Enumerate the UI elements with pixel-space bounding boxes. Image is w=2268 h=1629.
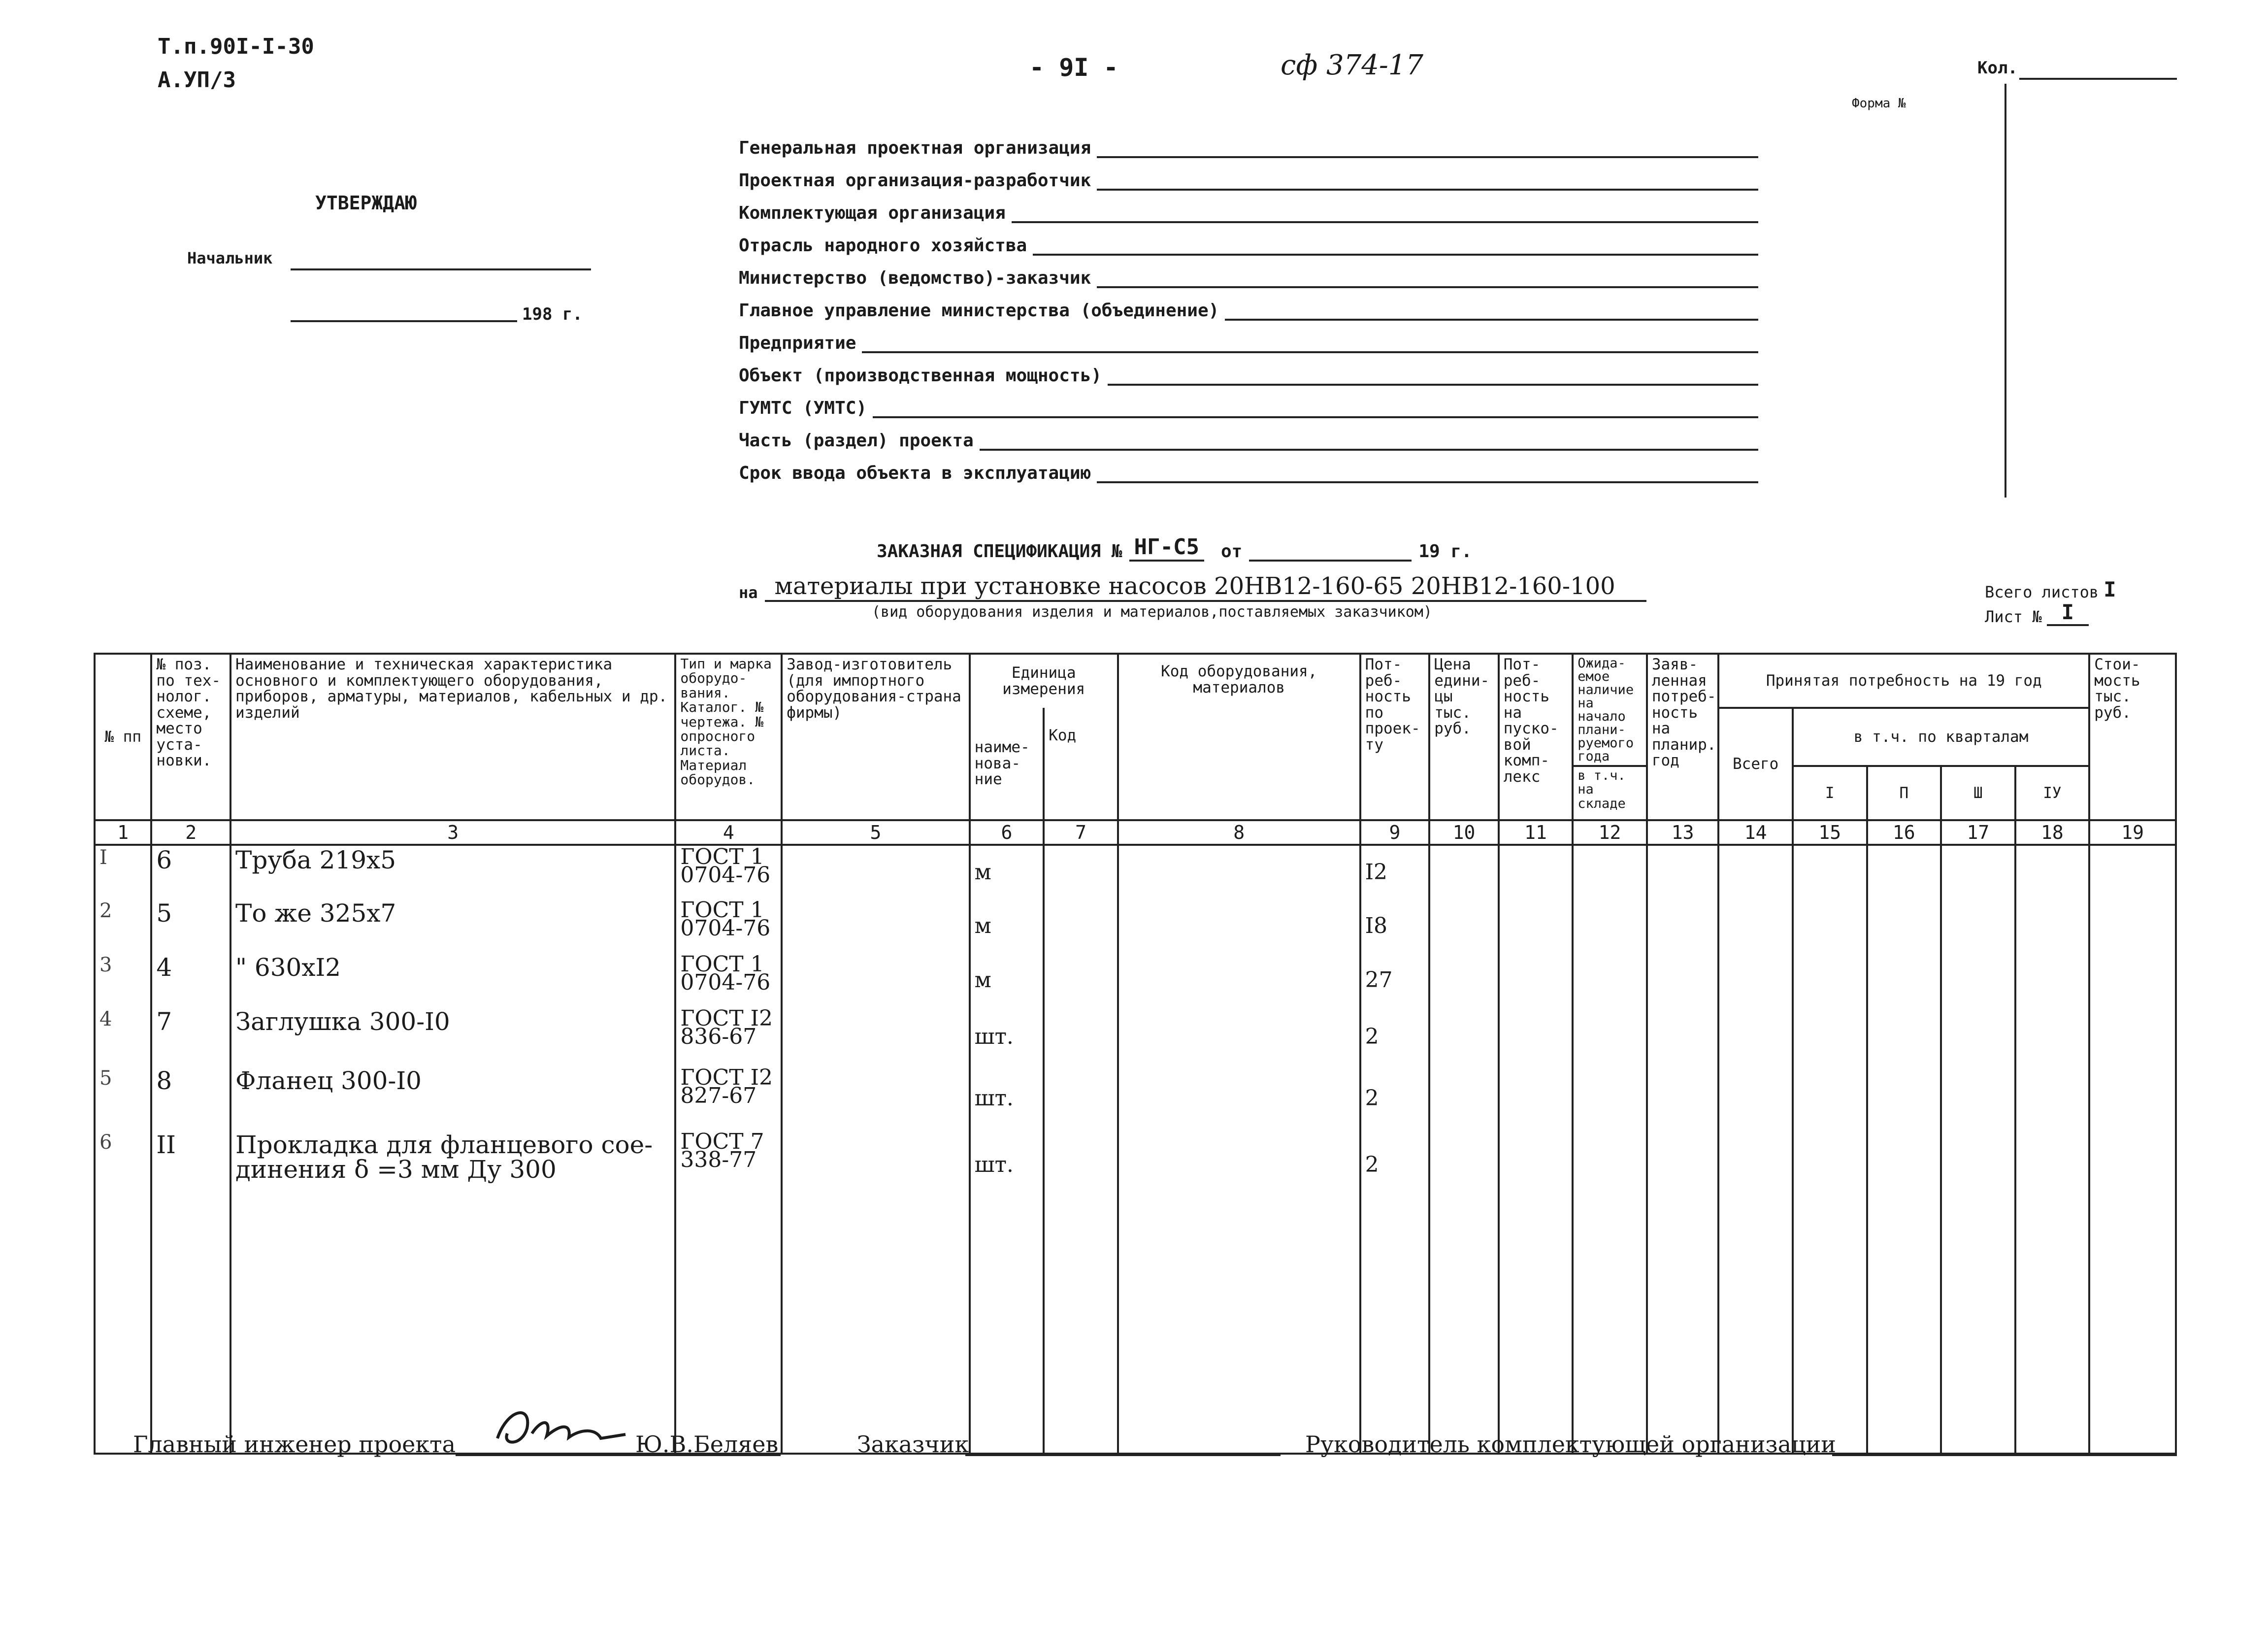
col-header-7: Код <box>1044 708 1118 820</box>
signature-mark <box>488 1399 635 1458</box>
row-position: II <box>151 1130 230 1199</box>
row-total <box>1718 953 1793 1007</box>
row-manufacturer <box>782 1066 969 1130</box>
row-position: 8 <box>151 1066 230 1130</box>
col-header-9: Потребность по проекту <box>1360 654 1430 820</box>
row-q1 <box>1793 1066 1867 1130</box>
row-total <box>1718 1130 1793 1199</box>
top-right-sublabel: Форма № <box>1852 96 1906 111</box>
row-price <box>1429 845 1499 899</box>
row-q2 <box>1867 1066 1941 1130</box>
col-header-q2: П <box>1867 766 1941 820</box>
column-number: 15 <box>1793 820 1867 845</box>
column-number: 5 <box>782 820 969 845</box>
sheet-label: Лист № <box>1985 607 2042 626</box>
col-header-q1: I <box>1793 766 1867 820</box>
row-price <box>1429 899 1499 953</box>
spec-table-wrap <box>94 653 2177 1436</box>
row-q4 <box>2015 899 2090 953</box>
empty-cell <box>1718 1199 1793 1454</box>
row-cost <box>2089 899 2176 953</box>
row-q4 <box>2015 953 2090 1007</box>
row-equipment-code <box>1118 1066 1360 1130</box>
row-need: 2 <box>1360 1130 1430 1199</box>
row-q3 <box>1941 1007 2015 1066</box>
row-total <box>1718 1066 1793 1130</box>
row-number: 3 <box>95 953 151 1007</box>
column-number: 19 <box>2089 820 2176 845</box>
empty-cell <box>1573 1199 1647 1454</box>
row-cost <box>2089 953 2176 1007</box>
row-q2 <box>1867 953 1941 1007</box>
column-number: 7 <box>1044 820 1118 845</box>
org-field <box>739 170 1758 191</box>
spec-date-line[interactable] <box>1249 542 1412 562</box>
table-row <box>95 845 2176 899</box>
row-q4 <box>2015 845 2090 899</box>
col-header-3: Наименование и техническая характеристика основного и комплектующего оборудования, приборов, арматуры, материалов, кабельных и др. изделий <box>230 654 675 820</box>
approval-date-line <box>291 320 517 322</box>
org-field-label: Генеральная проектная организация <box>739 138 1091 158</box>
row-cost <box>2089 1130 2176 1199</box>
top-right-vline <box>2005 84 2006 498</box>
row-requested <box>1647 1130 1719 1199</box>
row-q2 <box>1867 899 1941 953</box>
col-header-q4: IУ <box>2015 766 2090 820</box>
column-number: 1 <box>95 820 151 845</box>
col-header-6: наименование <box>970 708 1044 820</box>
org-field-label: Главное управление министерства (объединение) <box>739 300 1219 321</box>
row-name: Фланец 300-I0 <box>230 1066 675 1130</box>
spec-table <box>94 653 2177 1455</box>
row-q3 <box>1941 845 2015 899</box>
row-need: I8 <box>1360 899 1430 953</box>
row-total <box>1718 1007 1793 1066</box>
footer-customer-line[interactable] <box>965 1454 1281 1456</box>
row-equipment-code <box>1118 1130 1360 1199</box>
spec-title-row <box>877 534 1472 562</box>
empty-cell <box>1044 1199 1118 1454</box>
org-field-label: Срок ввода объекта в эксплуатацию <box>739 463 1091 483</box>
spec-subject-note: (вид оборудования изделия и материалов,поставляемых заказчиком) <box>872 603 1432 621</box>
col-header-unit-group: Единица измерения <box>970 654 1118 708</box>
org-field <box>739 138 1758 158</box>
row-unit-code <box>1044 1130 1118 1199</box>
row-unit: м <box>970 899 1044 953</box>
row-q4 <box>2015 1130 2090 1199</box>
row-q3 <box>1941 1130 2015 1199</box>
doc-code-2: А.УП/3 <box>158 67 236 93</box>
row-q1 <box>1793 845 1867 899</box>
row-expected <box>1573 1007 1647 1066</box>
row-expected <box>1573 899 1647 953</box>
row-standard: ГОСТ 10704-76 <box>675 845 782 899</box>
footer-chief-name: Ю.В.Беляев <box>635 1431 779 1458</box>
row-equipment-code <box>1118 845 1360 899</box>
col-header-5: Завод-изготовитель (для импортного оборудования-страна фирмы) <box>782 654 969 820</box>
org-field-line[interactable] <box>1097 138 1758 158</box>
row-launch <box>1499 899 1573 953</box>
approval-head-line <box>291 268 591 270</box>
empty-cell <box>1429 1199 1499 1454</box>
sheet-number <box>1985 600 2089 626</box>
col-header-14: Всего <box>1718 708 1793 820</box>
column-number: 11 <box>1499 820 1573 845</box>
row-requested <box>1647 1007 1719 1066</box>
org-field-label: Комплектующая организация <box>739 203 1006 223</box>
org-field-label: Проектная организация-разработчик <box>739 170 1091 191</box>
empty-cell <box>1941 1199 2015 1454</box>
row-equipment-code <box>1118 899 1360 953</box>
empty-cell <box>782 1199 969 1454</box>
spec-year: 19 г. <box>1418 541 1472 562</box>
col-header-11: Потребность на пусковой комплекс <box>1499 654 1573 820</box>
row-unit: шт. <box>970 1066 1044 1130</box>
row-launch <box>1499 1007 1573 1066</box>
empty-cell <box>1499 1199 1573 1454</box>
row-manufacturer <box>782 1007 969 1066</box>
row-q2 <box>1867 845 1941 899</box>
column-number: 9 <box>1360 820 1430 845</box>
footer-customer-label: Заказчик <box>857 1431 969 1458</box>
row-expected <box>1573 953 1647 1007</box>
org-field-line[interactable] <box>1225 301 1758 321</box>
table-row <box>95 1130 2176 1199</box>
row-standard: ГОСТ 10704-76 <box>675 953 782 1007</box>
org-field-line[interactable] <box>862 333 1758 353</box>
row-name: Труба 219х5 <box>230 845 675 899</box>
col-header-1: № пп <box>95 654 151 820</box>
row-unit: шт. <box>970 1130 1044 1199</box>
column-number: 4 <box>675 820 782 845</box>
doc-code: Т.п.90I-I-30 <box>158 34 314 59</box>
empty-cell <box>2015 1199 2090 1454</box>
org-field-label: Предприятие <box>739 333 856 353</box>
row-number: 6 <box>95 1130 151 1199</box>
column-number: 13 <box>1647 820 1719 845</box>
row-standard: ГОСТ I2827-67 <box>675 1066 782 1130</box>
col-header-accepted-group: Принятая потребность на 19 год <box>1718 654 2089 708</box>
table-row <box>95 953 2176 1007</box>
col-header-10: Цена единицы тыс. руб. <box>1429 654 1499 820</box>
org-field <box>739 398 1758 418</box>
footer-head-org-line[interactable] <box>1832 1454 2177 1456</box>
footer-chief-label: Главный инженер проекта <box>133 1431 456 1458</box>
row-equipment-code <box>1118 953 1360 1007</box>
row-standard: ГОСТ I2836-67 <box>675 1007 782 1066</box>
org-field <box>739 203 1758 223</box>
org-field <box>739 431 1758 451</box>
org-field-label: Министерство (ведомство)-заказчик <box>739 268 1091 288</box>
col-header-12b: в т.ч. на складе <box>1573 766 1647 820</box>
org-field-line[interactable] <box>1033 236 1758 256</box>
row-total <box>1718 899 1793 953</box>
row-need: I2 <box>1360 845 1430 899</box>
row-q3 <box>1941 953 2015 1007</box>
row-manufacturer <box>782 953 969 1007</box>
row-unit-code <box>1044 1007 1118 1066</box>
col-header-q3: Ш <box>1941 766 2015 820</box>
row-position: 4 <box>151 953 230 1007</box>
row-name: " 630хI2 <box>230 953 675 1007</box>
empty-cell <box>675 1199 782 1454</box>
spec-title: ЗАКАЗНАЯ СПЕЦИФИКАЦИЯ № <box>877 541 1122 562</box>
table-row <box>95 1007 2176 1066</box>
row-unit-code <box>1044 845 1118 899</box>
row-cost <box>2089 1066 2176 1130</box>
row-number: 5 <box>95 1066 151 1130</box>
table-row <box>95 1066 2176 1130</box>
org-field-line[interactable] <box>1097 268 1758 288</box>
footer-head-org-label: Руководитель комплектующей организации <box>1305 1431 1836 1458</box>
spec-na-label: на <box>739 583 758 602</box>
col-header-2: № поз. по технолог. схеме, место установки. <box>151 654 230 820</box>
row-unit-code <box>1044 899 1118 953</box>
row-position: 7 <box>151 1007 230 1066</box>
column-number: 12 <box>1573 820 1647 845</box>
table-row <box>95 899 2176 953</box>
col-header-13: Заявленная потребность на планир. год <box>1647 654 1719 820</box>
org-field <box>739 268 1758 288</box>
table-filler-row <box>95 1199 2176 1454</box>
empty-cell <box>2089 1199 2176 1454</box>
row-unit: м <box>970 845 1044 899</box>
total-sheets-value: I <box>2104 577 2116 601</box>
row-equipment-code <box>1118 1007 1360 1066</box>
row-number: 4 <box>95 1007 151 1066</box>
org-field-line[interactable] <box>980 431 1758 451</box>
row-requested <box>1647 953 1719 1007</box>
empty-cell <box>1647 1199 1719 1454</box>
spec-subject-row <box>739 572 1646 602</box>
row-requested <box>1647 899 1719 953</box>
page-number: - 9I - <box>1029 53 1118 82</box>
row-q3 <box>1941 1066 2015 1130</box>
sheet-value: I <box>2047 600 2089 626</box>
row-q2 <box>1867 1130 1941 1199</box>
org-field <box>739 463 1758 483</box>
row-number: I <box>95 845 151 899</box>
spec-number[interactable]: НГ-С5 <box>1129 534 1204 562</box>
org-field-label: ГУМТС (УМТС) <box>739 398 867 418</box>
top-right-label: Кол. <box>1977 58 2018 78</box>
empty-cell <box>95 1199 151 1454</box>
column-number: 10 <box>1429 820 1499 845</box>
approval-year: 198 г. <box>522 304 583 324</box>
spec-from-label: от <box>1220 541 1243 562</box>
row-need: 2 <box>1360 1007 1430 1066</box>
approval-head-label: Начальник <box>187 249 273 267</box>
org-field-line[interactable] <box>1108 366 1758 386</box>
column-number: 16 <box>1867 820 1941 845</box>
approval-title: УТВЕРЖДАЮ <box>315 192 417 214</box>
col-header-quarters-group: в т.ч. по кварталам <box>1793 708 2089 766</box>
row-standard: ГОСТ 7338-77 <box>675 1130 782 1199</box>
org-field <box>739 333 1758 353</box>
row-manufacturer <box>782 1130 969 1199</box>
spec-subject[interactable]: материалы при установке насосов 20НВ12-160-65 20НВ12-160-100 <box>765 572 1646 602</box>
org-field <box>739 300 1758 321</box>
row-q1 <box>1793 899 1867 953</box>
empty-cell <box>1118 1199 1360 1454</box>
row-price <box>1429 1130 1499 1199</box>
handwritten-code: сф 374-17 <box>1281 49 1424 81</box>
org-field-line[interactable] <box>1097 171 1758 191</box>
row-price <box>1429 1066 1499 1130</box>
row-launch <box>1499 1066 1573 1130</box>
row-q1 <box>1793 1007 1867 1066</box>
top-right-line <box>2019 78 2177 80</box>
row-cost <box>2089 845 2176 899</box>
column-numbers-row <box>95 820 2176 845</box>
column-number: 18 <box>2015 820 2090 845</box>
row-manufacturer <box>782 899 969 953</box>
row-unit-code <box>1044 953 1118 1007</box>
org-field <box>739 366 1758 386</box>
row-price <box>1429 953 1499 1007</box>
row-total <box>1718 845 1793 899</box>
row-unit-code <box>1044 1066 1118 1130</box>
row-requested <box>1647 845 1719 899</box>
column-number: 17 <box>1941 820 2015 845</box>
row-q4 <box>2015 1066 2090 1130</box>
total-sheets <box>1985 577 2116 601</box>
row-q1 <box>1793 1130 1867 1199</box>
table-body <box>95 845 2176 1454</box>
row-position: 5 <box>151 899 230 953</box>
empty-cell <box>1793 1199 1867 1454</box>
empty-cell <box>1867 1199 1941 1454</box>
row-q3 <box>1941 899 2015 953</box>
col-header-8: Код оборудования, материалов <box>1118 654 1360 820</box>
org-field-label: Отрасль народного хозяйства <box>739 235 1027 256</box>
org-field-line[interactable] <box>1012 203 1758 223</box>
row-launch <box>1499 953 1573 1007</box>
row-manufacturer <box>782 845 969 899</box>
row-expected <box>1573 1066 1647 1130</box>
org-field-label: Объект (производственная мощность) <box>739 366 1102 386</box>
org-field <box>739 235 1758 256</box>
org-field-line[interactable] <box>873 399 1758 418</box>
org-field-label: Часть (раздел) проекта <box>739 431 974 451</box>
row-need: 27 <box>1360 953 1430 1007</box>
org-field-line[interactable] <box>1097 464 1758 483</box>
row-name: То же 325х7 <box>230 899 675 953</box>
total-sheets-label: Всего листов <box>1985 583 2099 601</box>
row-standard: ГОСТ 10704-76 <box>675 899 782 953</box>
col-header-4: Тип и марка оборудования. Каталог. № чертежа. № опросного листа. Материал оборудов. <box>675 654 782 820</box>
row-unit: шт. <box>970 1007 1044 1066</box>
row-need: 2 <box>1360 1066 1430 1130</box>
row-launch <box>1499 1130 1573 1199</box>
empty-cell <box>970 1199 1044 1454</box>
row-name: Прокладка для фланцевого соединения δ =3 мм Ду 300 <box>230 1130 675 1199</box>
row-q2 <box>1867 1007 1941 1066</box>
column-number: 3 <box>230 820 675 845</box>
row-position: 6 <box>151 845 230 899</box>
row-expected <box>1573 1130 1647 1199</box>
column-number: 2 <box>151 820 230 845</box>
row-launch <box>1499 845 1573 899</box>
row-unit: м <box>970 953 1044 1007</box>
row-q1 <box>1793 953 1867 1007</box>
row-number: 2 <box>95 899 151 953</box>
column-number: 14 <box>1718 820 1793 845</box>
empty-cell <box>1360 1199 1430 1454</box>
row-cost <box>2089 1007 2176 1066</box>
row-price <box>1429 1007 1499 1066</box>
col-header-12: Ожидаемое наличие на начало планируемого года <box>1573 654 1647 766</box>
empty-cell <box>151 1199 230 1454</box>
row-q4 <box>2015 1007 2090 1066</box>
row-requested <box>1647 1066 1719 1130</box>
col-header-19: Стоимость тыс. руб. <box>2089 654 2176 820</box>
row-expected <box>1573 845 1647 899</box>
row-name: Заглушка 300-I0 <box>230 1007 675 1066</box>
column-number: 6 <box>970 820 1044 845</box>
column-number: 8 <box>1118 820 1360 845</box>
